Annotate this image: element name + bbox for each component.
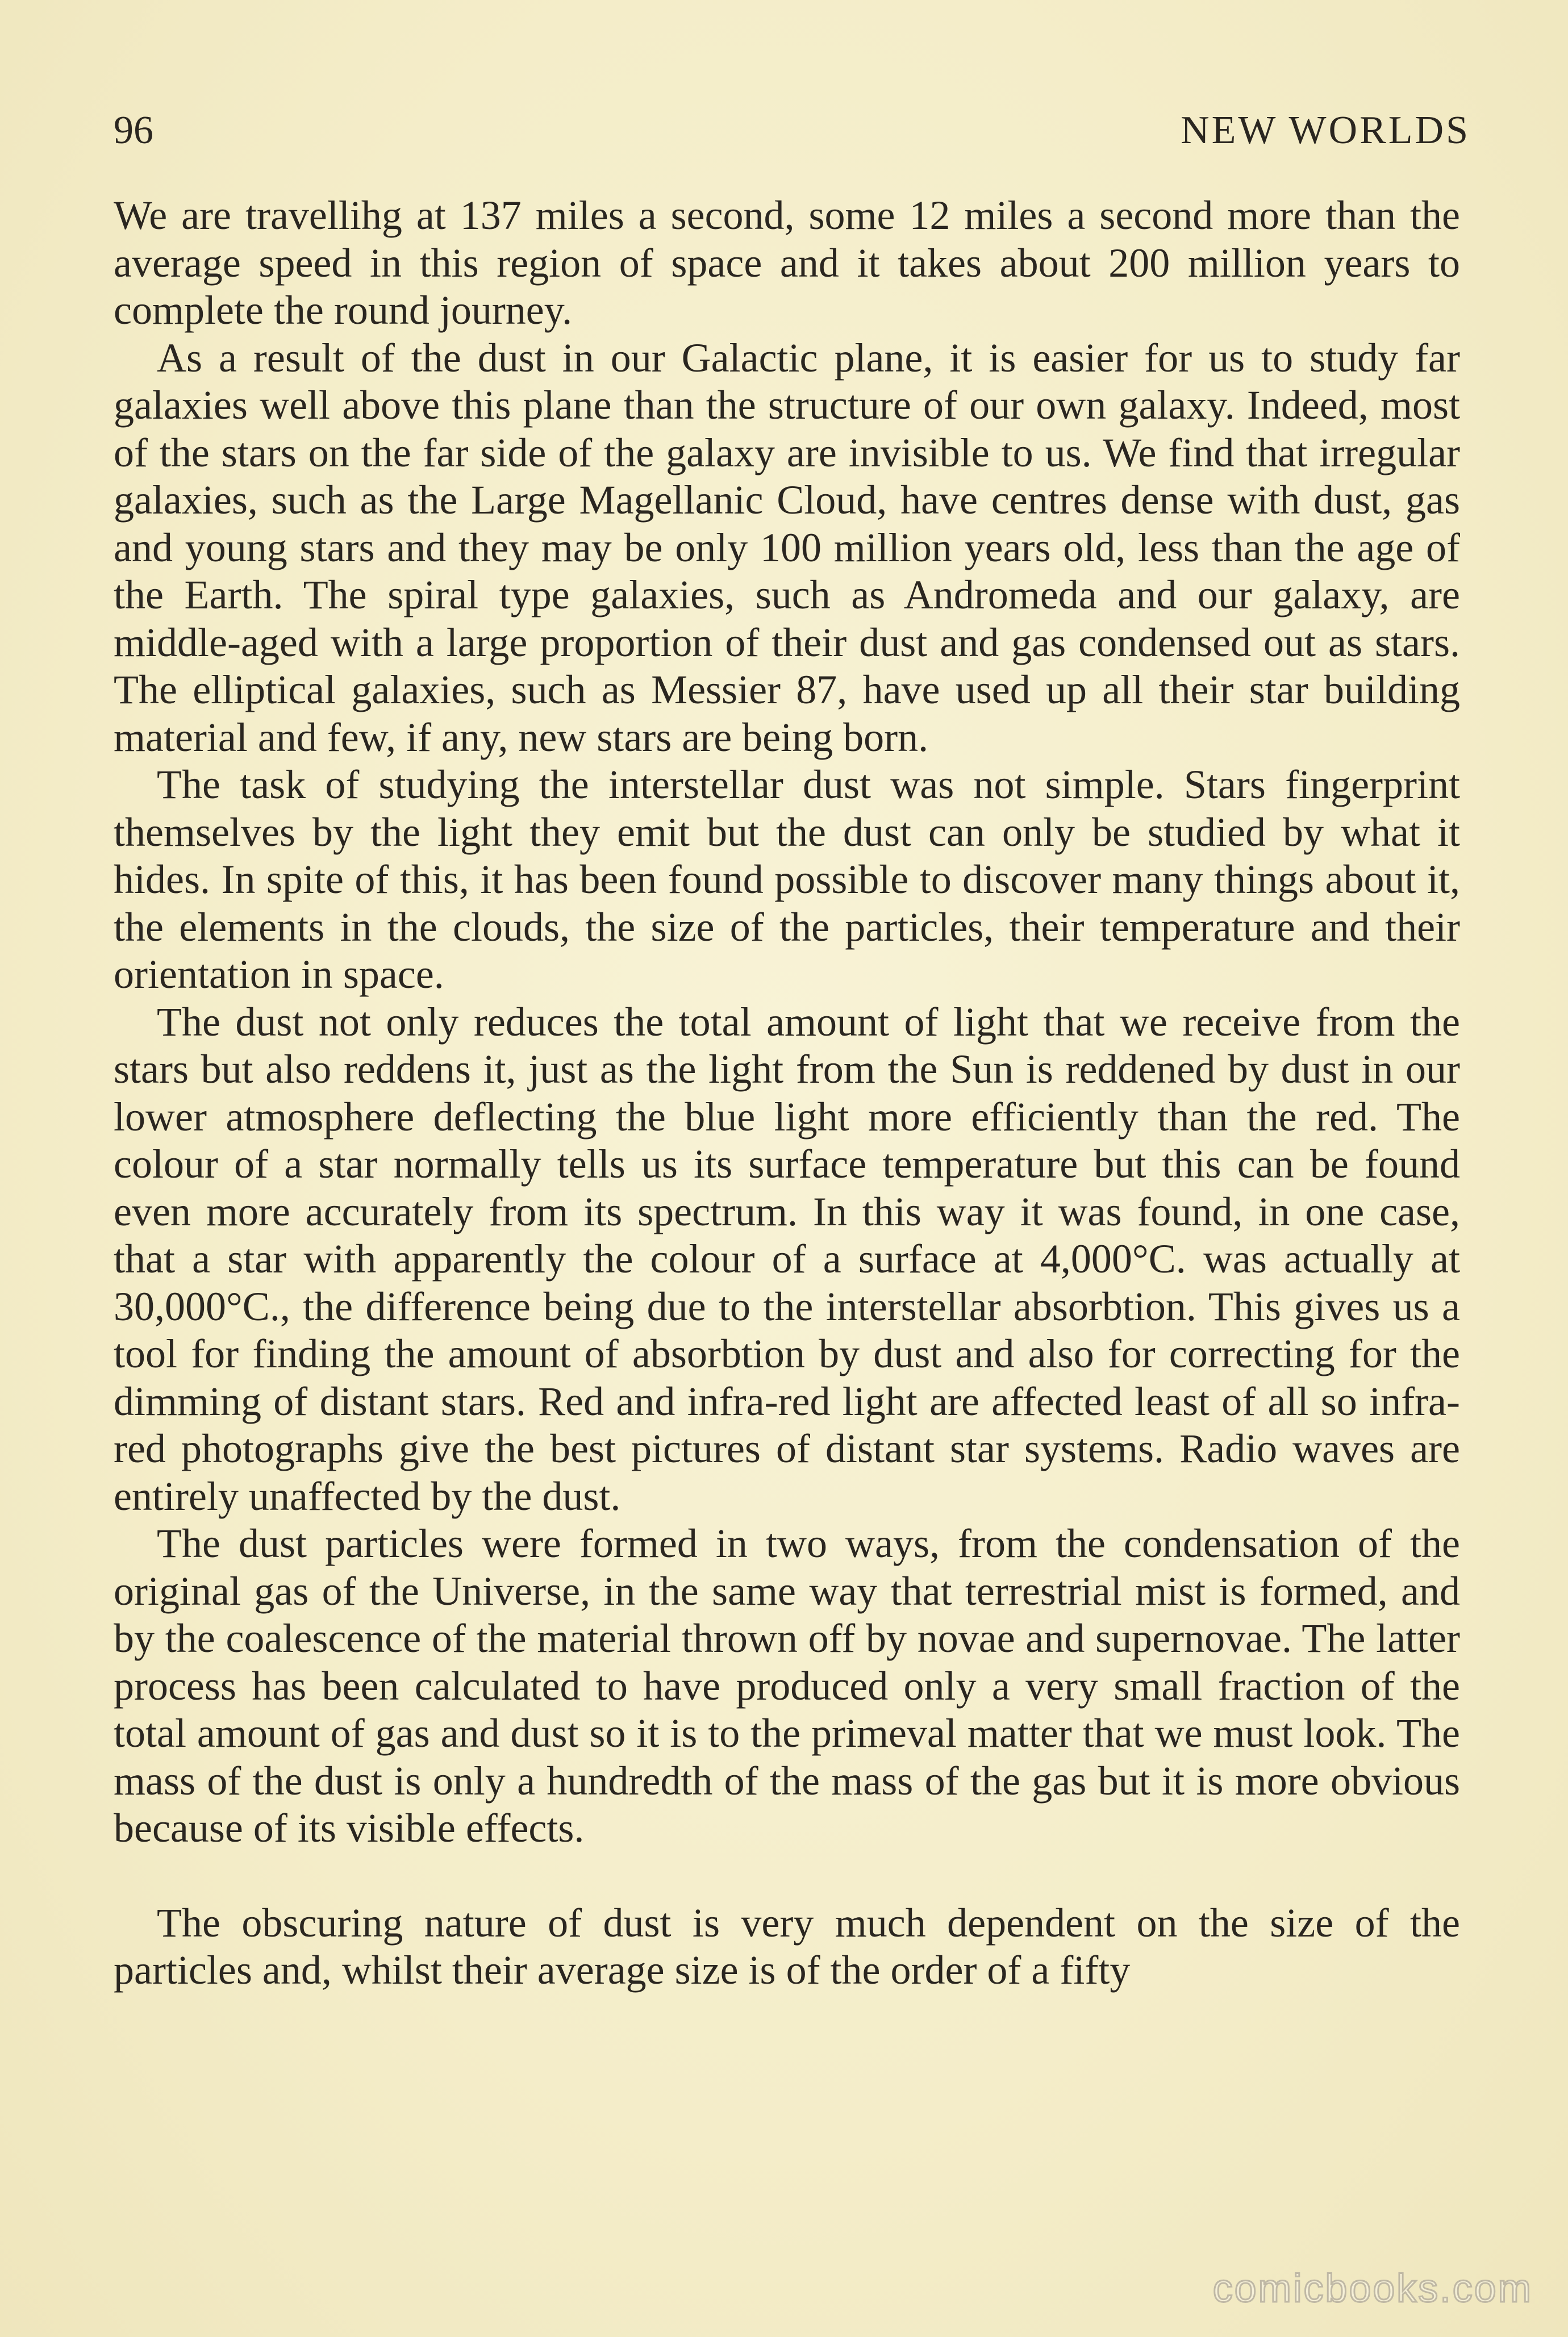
page-number: 96 bbox=[114, 108, 153, 152]
body-text bbox=[114, 192, 1460, 1994]
paragraph-1: We are travellihg at 137 miles a second, some 12 miles a second more than the average speed in this region of space and it takes about 200 million years to complete the round journey. bbox=[114, 193, 1460, 333]
running-head: NEW WORLDS bbox=[1181, 108, 1470, 152]
paragraph-2: As a result of the dust in our Galactic plane, it is easier for us to study far galaxies well above this plane than the structure of our own galaxy. Indeed, most of the stars on the far side of the galaxy are invisible to us. We find that irregular galaxies, such as the Large Magellanic Cloud, have centres dense with dust, gas and young stars and they may be only 100 million years old, less than the age of the Earth. The spiral type galaxies, such as Andromeda and our galaxy, are middle-aged with a large proportion of their dust and gas condensed out as stars. The elliptical galaxies, such as Messier 87, have used up all their star building material and few, if any, new stars are being born. bbox=[114, 335, 1460, 760]
paragraph-3: The task of studying the interstellar dust was not simple. Stars fingerprint themselves by the light they emit but the dust can only be studied by what it hides. In spite of this, it has been found possible to discover many things about it, the elements in the clouds, the size of the particles, their temperature and their orientation in space. bbox=[114, 762, 1460, 997]
watermark: comicbooks.com bbox=[1212, 2266, 1533, 2310]
page-header bbox=[114, 99, 1470, 162]
paragraph-4: The dust not only reduces the total amount of light that we receive from the stars but also reddens it, just as the light from the Sun is reddened by dust in our lower atmosphere deflecting the blue light more efficiently than the red. The colour of a star normally tells us its surface temperature but this can be found even more accurately from its spectrum. In this way it was found, in one case, that a star with apparently the colour of a surface at 4,000°C. was actually at 30,000°C., the difference being due to the interstellar absorbtion. This gives us a tool for finding the amount of absorbtion by dust and also for correcting for the dimming of distant stars. Red and infra-red light are affected least of all so infra-red photographs give the best pictures of distant star systems. Radio waves are entirely unaffected by the dust. bbox=[114, 999, 1460, 1519]
paragraph-5: The dust particles were formed in two ways, from the condensation of the original gas of the Universe, in the same way that terrestrial mist is formed, and by the coalescence of the material thrown off by novae and supernovae. The latter process has been calculated to have produced only a very small fraction of the total amount of gas and dust so it is to the primeval matter that we must look. The mass of the dust is only a hundredth of the mass of the gas but it is more obvious because of its visible effects. bbox=[114, 1521, 1460, 1851]
paragraph-6: The obscuring nature of dust is very much dependent on the size of the particles and, whilst their average size is of the order of a fifty bbox=[114, 1900, 1460, 1993]
